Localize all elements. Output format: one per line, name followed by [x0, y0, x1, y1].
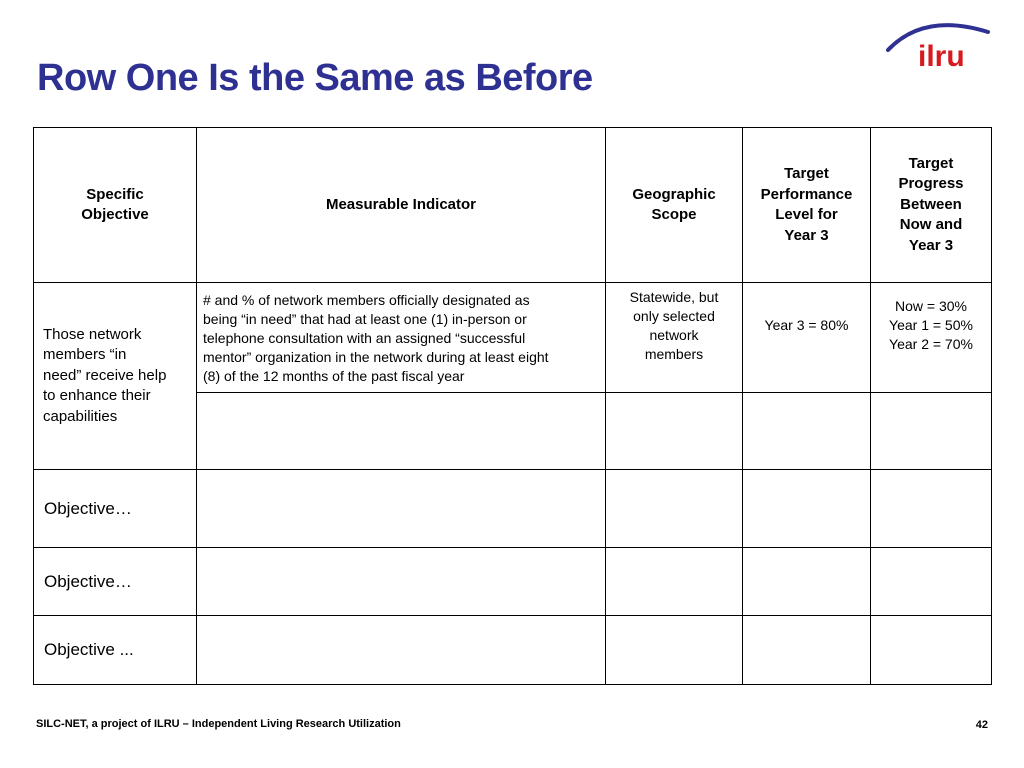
empty-cell: [606, 393, 743, 470]
ilru-logo-text: ilru: [918, 40, 965, 73]
footer-credit: SILC-NET, a project of ILRU – Independent Living Research Utilization: [36, 718, 401, 730]
header-specific-objective: Specific Objective: [34, 128, 197, 283]
objective-cell: Those network members “in need” receive help to enhance their capabilities: [34, 283, 197, 470]
empty-cell: [743, 393, 871, 470]
table-row: [34, 283, 992, 393]
table-row: [34, 548, 992, 616]
empty-cell: [197, 393, 606, 470]
scope-cell: Statewide, but only selected network members: [606, 283, 743, 393]
header-measurable-indicator: Measurable Indicator: [197, 128, 606, 283]
empty-cell: [606, 470, 743, 548]
empty-cell: [743, 548, 871, 616]
indicator-cell: # and % of network members officially designated as being “in need” that had at least one (1) in-person or telephone consultation with an assigned “successful mentor” organization in the network during at least eight (8) of the 12 months of the past fiscal year: [197, 283, 606, 393]
empty-cell: [743, 470, 871, 548]
table-row: [34, 616, 992, 685]
objective-label: Objective…: [34, 548, 197, 616]
empty-cell: [606, 548, 743, 616]
empty-cell: [871, 616, 992, 685]
empty-cell: [871, 393, 992, 470]
slide-title: Row One Is the Same as Before: [37, 57, 593, 99]
objective-label: Objective…: [34, 470, 197, 548]
objectives-table: [33, 127, 992, 685]
table-row: [34, 470, 992, 548]
progress-cell: Now = 30% Year 1 = 50% Year 2 = 70%: [871, 283, 992, 393]
empty-cell: [606, 616, 743, 685]
empty-cell: [197, 548, 606, 616]
header-geographic-scope: Geographic Scope: [606, 128, 743, 283]
empty-cell: [197, 616, 606, 685]
empty-cell: [197, 470, 606, 548]
ilru-logo: [884, 18, 992, 74]
empty-cell: [871, 470, 992, 548]
header-target-performance: Target Performance Level for Year 3: [743, 128, 871, 283]
page-number: 42: [975, 719, 988, 731]
objective-label: Objective ...: [34, 616, 197, 685]
header-row: [34, 128, 992, 283]
target-cell: Year 3 = 80%: [743, 283, 871, 393]
empty-cell: [743, 616, 871, 685]
empty-cell: [871, 548, 992, 616]
header-target-progress: Target Progress Between Now and Year 3: [871, 128, 992, 283]
